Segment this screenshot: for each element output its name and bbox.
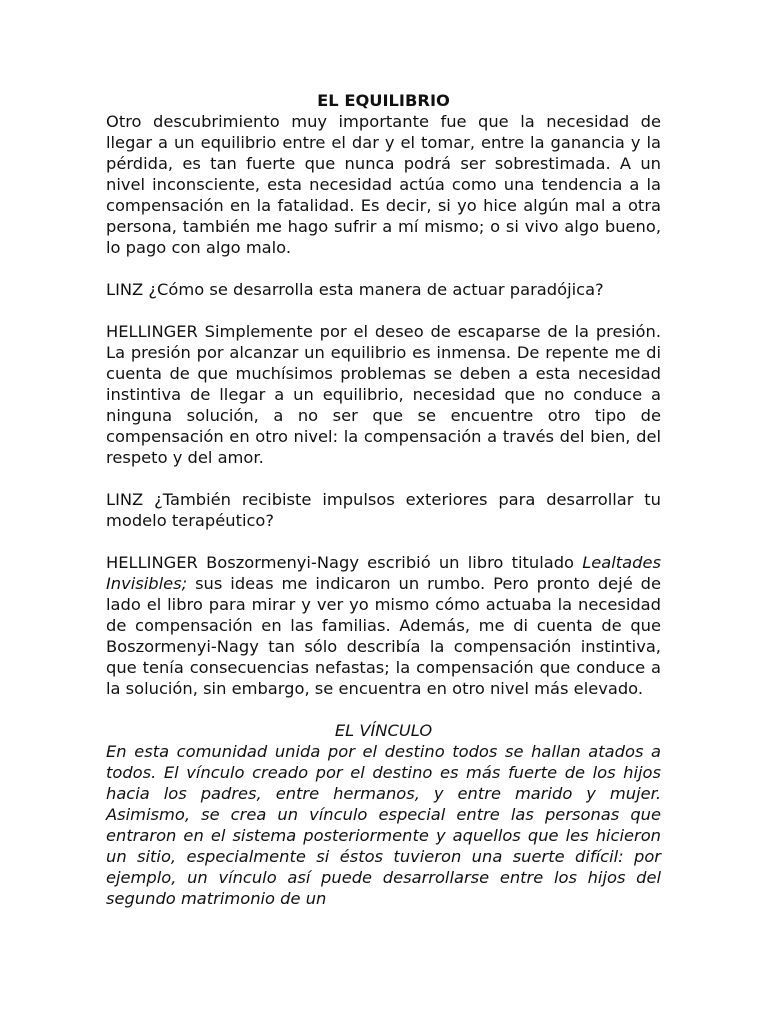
section-title-vinculo: EL VÍNCULO <box>334 721 433 740</box>
paragraph-linz-question-2: LINZ ¿También recibiste impulsos exteriores para desarrollar tu modelo terapéutico? <box>106 490 661 530</box>
paragraph-text-part: HELLINGER Boszormenyi-Nagy escribió un libro titulado <box>106 553 583 572</box>
document-title: EL EQUILIBRIO <box>317 91 450 110</box>
paragraph-linz-question-1: LINZ ¿Cómo se desarrolla esta manera de actuar paradójica? <box>106 280 604 299</box>
paragraph-vinculo: En esta comunidad unida por el destino todos se hallan atados a todos. El vínculo creado por el destino es más fuerte de los hijos hacia los padres, entre hermanos, y entre marido y mujer. Asimismo, se crea un vínculo especial entre las personas que entraron en el sistema posteriormente y aquellos que les hicieron un sitio, especialmente si éstos tuvieron una suerte difícil: por ejemplo, un vínculo así puede desarrollarse entre los hijos del segundo matrimonio de un <box>106 742 661 908</box>
paragraph-1: Otro descubrimiento muy importante fue que la necesidad de llegar a un equilibrio entre el dar y el tomar, entre la ganancia y la pérdida, es tan fuerte que nunca podrá ser sobrestimada. A un nivel inconsciente, esta necesidad actúa como una tendencia a la compensación en la fatalidad. Es decir, si yo hice algún mal a otra persona, también me hago sufrir a mí mismo; o si vivo algo bueno, lo pago con algo malo. <box>106 112 661 257</box>
paragraph-hellinger-answer-2 <box>106 552 661 699</box>
paragraph-text-part: sus ideas me indicaron un rumbo. Pero pronto dejé de lado el libro para mirar y ver yo mismo cómo actuaba la necesidad de compensación en las familias. Además, me di cuenta de que Boszormenyi-Nagy tan sólo describía la compensación instintiva, que tenía consecuencias nefastas; la compensación que conduce a la solución, sin embargo, se encuentra en otro nivel más elevado. <box>106 574 661 698</box>
document-page <box>106 90 661 909</box>
book-title: Lealtades Invisibles; <box>106 553 661 593</box>
paragraph-hellinger-answer-1: HELLINGER Simplemente por el deseo de escaparse de la presión. La presión por alcanzar un equilibrio es inmensa. De repente me di cuenta de que muchísimos problemas se deben a esta necesidad instintiva de llegar a un equilibrio, necesidad que no conduce a ninguna solución, a no ser que se encuentre otro tipo de compensación en otro nivel: la compensación a través del bien, del respeto y del amor. <box>106 322 661 467</box>
